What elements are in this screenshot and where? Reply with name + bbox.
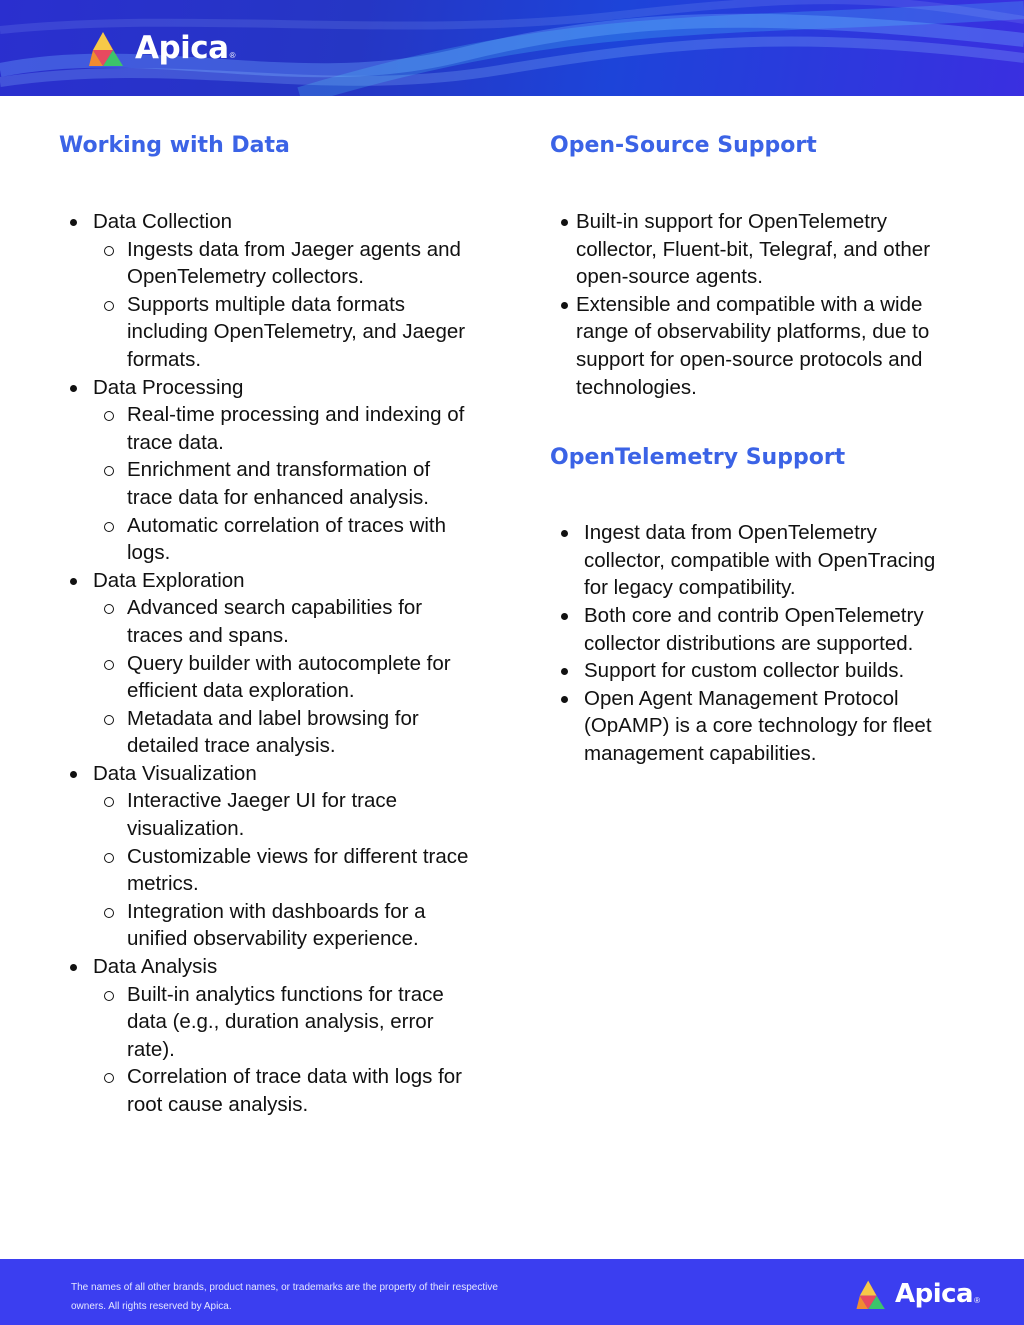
apica-logo-icon (856, 1279, 892, 1309)
data-feature-list (59, 208, 479, 1119)
sub-list-item: Interactive Jaeger UI for trace visualization. (93, 787, 479, 842)
sub-list-item: Enrichment and transformation of trace data for enhanced analysis. (93, 456, 479, 511)
footer-logo (856, 1279, 980, 1309)
sub-list (93, 401, 479, 567)
list-item: Ingest data from OpenTelemetry collector, compatible with OpenTracing for legacy compatibility. (550, 519, 950, 602)
open-source-list (550, 208, 940, 401)
sub-list (93, 594, 479, 760)
opentelemetry-list (550, 519, 950, 767)
sub-list-item: Advanced search capabilities for traces and spans. (93, 594, 479, 649)
list-item (59, 374, 479, 567)
sub-list-item: Supports multiple data formats including OpenTelemetry, and Jaeger formats. (93, 291, 479, 374)
list-item: Open Agent Management Protocol (OpAMP) is a core technology for fleet management capabilities. (550, 685, 950, 768)
support-section (550, 130, 950, 768)
list-item (59, 953, 479, 1119)
list-item-label: Data Processing (93, 375, 244, 399)
list-item-label: Data Visualization (93, 761, 257, 785)
sub-list-item: Built-in analytics functions for trace data (e.g., duration analysis, error rate). (93, 981, 479, 1064)
section-title-opentelemetry-support: OpenTelemetry Support (550, 445, 846, 471)
list-item (59, 208, 479, 374)
sub-list (93, 981, 479, 1119)
list-item-label: Data Collection (93, 210, 233, 233)
sub-list-item: Correlation of trace data with logs for root cause analysis. (93, 1063, 479, 1118)
list-item-label: Data Exploration (93, 568, 245, 592)
list-item: Built-in support for OpenTelemetry collector, Fluent-bit, Telegraf, and other open-source agents. (550, 208, 940, 291)
list-item (59, 760, 479, 953)
sub-list-item: Automatic correlation of traces with logs. (93, 512, 479, 567)
registered-mark: ® (974, 1296, 981, 1305)
section-title-open-source-support: Open-Source Support (550, 133, 817, 158)
brand-name: Apica (895, 1279, 974, 1309)
sub-list-item: Customizable views for different trace metrics. (93, 843, 479, 898)
list-item: Extensible and compatible with a wide range of observability platforms, due to support for open-source protocols and technologies. (550, 291, 940, 401)
brand-name: Apica (135, 30, 229, 66)
footer (0, 1259, 1024, 1325)
list-item-label: Data Analysis (93, 955, 218, 979)
apica-logo-icon (89, 30, 131, 66)
sub-list (93, 236, 479, 374)
list-item (59, 567, 479, 760)
sub-list-item: Metadata and label browsing for detailed trace analysis. (93, 705, 479, 760)
footer-disclaimer (71, 1278, 591, 1316)
header-logo (89, 30, 236, 66)
sub-list-item: Real-time processing and indexing of trace data. (93, 401, 479, 456)
sub-list (93, 787, 479, 953)
header-banner (0, 0, 1024, 96)
sub-list-item: Ingests data from Jaeger agents and OpenTelemetry collectors. (93, 236, 479, 291)
section-title-working-with-data: Working with Data (59, 133, 290, 158)
registered-mark: ® (229, 51, 236, 60)
list-item: Both core and contrib OpenTelemetry collector distributions are supported. (550, 602, 950, 657)
sub-list-item: Query builder with autocomplete for efficient data exploration. (93, 650, 479, 705)
sub-list-item: Integration with dashboards for a unified observability experience. (93, 898, 479, 953)
working-with-data-section (59, 130, 479, 1119)
footer-disclaimer-line: The names of all other brands, product names, or trademarks are the property of their respective (71, 1282, 498, 1293)
list-item: Support for custom collector builds. (550, 657, 950, 685)
footer-disclaimer-line: owners. All rights reserved by Apica. (71, 1301, 232, 1312)
